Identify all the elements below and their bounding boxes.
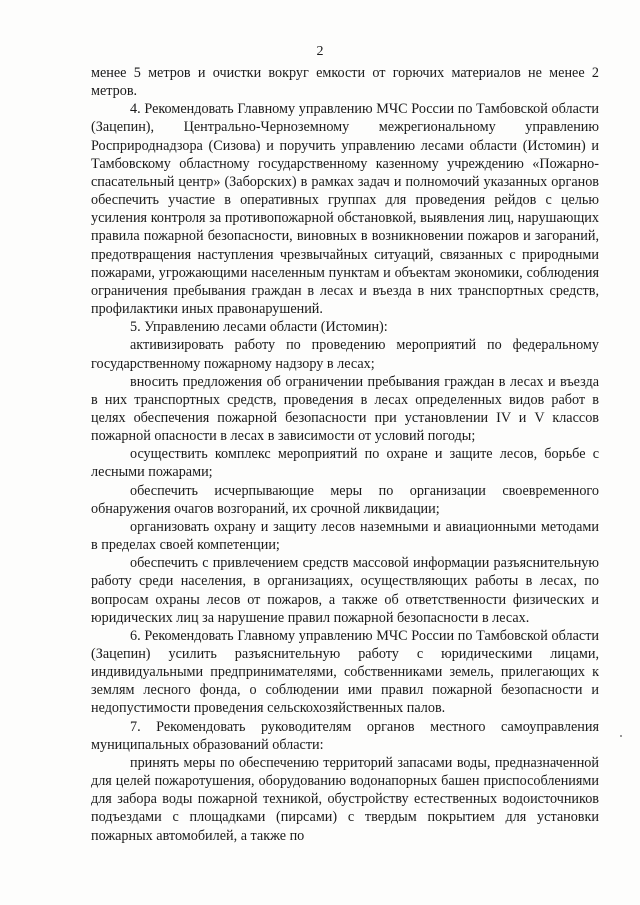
paragraph-item-5-public-outreach: обеспечить с привлечением средств массовой информации разъяснительную работу среди населения, в организациях, осуществляющих работы в лесах, по вопросам охраны лесов от пожаров, а также об ответственности физических и юридических лиц за нарушение правил пожарной безопасности в лесах. xyxy=(91,555,599,626)
paragraph-item-5-heading: 5. Управлению лесами области (Истомин): xyxy=(130,319,388,336)
paragraph-item-5-proposals: вносить предложения об ограничении пребывания граждан в лесах и въезда в них транспортных средств, проведения в лесах определенных видов работ в целях обеспечения пожарной безопасности при установлении IV и V классов пожарной опасности в лесах в зависимости от условий погоды; xyxy=(91,373,599,445)
document-body xyxy=(91,64,599,845)
paragraph-item-5-aerial-protection: организовать охрану и защиту лесов наземными и авиационными методами в пределах своей компетенции; xyxy=(91,518,599,554)
paragraph-item-7-water-supply: принять меры по обеспечению территорий запасами воды, предназначенной для целей пожаротушения, оборудованию водонапорных башен приспособлениями для забора воды пожарной техникой, обустройству естественных водоисточников подъездами с площадками (пирсами) с твердым покрытием для установки пожарных автомобилей, а также по xyxy=(91,754,599,844)
paragraph-item-5-detection: обеспечить исчерпывающие меры по организации своевременного обнаружения очагов возгораний, их срочной ликвидации; xyxy=(91,482,599,517)
scan-artifact xyxy=(620,735,622,737)
paragraph-item-6: 6. Рекомендовать Главному управлению МЧС России по Тамбовской области (Зацепин) усилить разъяснительную работу с юридическими лицами, индивидуальными предпринимателями, собственниками земель, прилегающих к землям лесного фонда, о соблюдении ими правил пожарной безопасности и недопустимости проведения сельскохозяйственных палов. xyxy=(91,627,599,717)
paragraph-item-4: 4. Рекомендовать Главному управлению МЧС России по Тамбовской области (Зацепин), Центрально-Черноземному межрегиональному управлению Росприроднадзора (Сизова) и поручить управлению лесами области (Истомин) и Тамбовскому областному государственному казенному учреждению «Пожарно-спасательный центр» (Заборских) в рамках задач и полномочий указанных органов обеспечить участие в оперативных группах для проведения рейдов с целью усиления контроля за противопожарной обстановкой, выявления лиц, нарушающих правила пожарной безопасности, виновных в возникновении пожаров и загораний, предотвращения наступления чрезвычайных ситуаций, связанных с природными пожарами, угрожающими населенным пунктам и объектам экономики, соблюдения ограничения пребывания граждан в лесах и въезда в них транспортных средств, профилактики иных правонарушений. xyxy=(91,101,599,318)
paragraph-item-7-heading: 7. Рекомендовать руководителям органов местного самоуправления муниципальных образований области: xyxy=(91,718,599,753)
paragraph-item-5-forest-protection: осуществить комплекс мероприятий по охране и защите лесов, борьбе с лесными пожарами; xyxy=(91,446,599,481)
page-number: 2 xyxy=(316,44,324,59)
paragraph-item-5-fire-supervision: активизировать работу по проведению мероприятий по федеральному государственному пожарному надзору в лесах; xyxy=(91,337,599,372)
paragraph-continuation: менее 5 метров и очистки вокруг емкости от горючих материалов не менее 2 метров. xyxy=(91,65,599,100)
